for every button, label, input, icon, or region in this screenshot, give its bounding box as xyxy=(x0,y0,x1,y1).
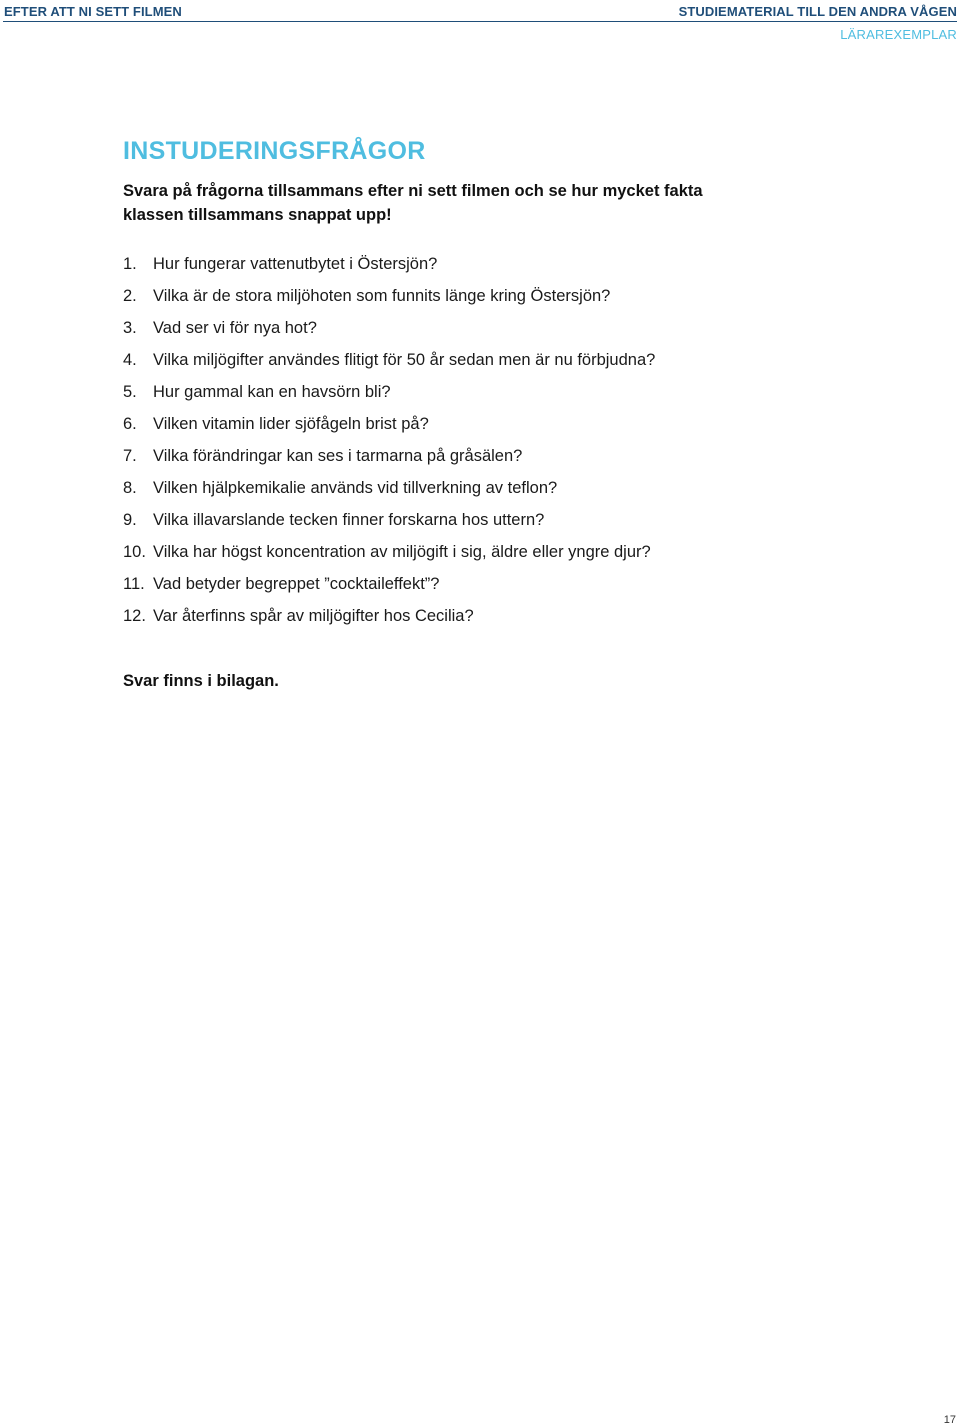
question-item xyxy=(123,476,843,508)
intro-text: Svara på frågorna tillsammans efter ni sett filmen och se hur mycket fakta klassen tillsammans snappat upp! xyxy=(123,182,703,224)
question-item xyxy=(123,284,843,316)
header-divider xyxy=(3,21,957,22)
question-text: Vilka är de stora miljöhoten som funnits länge kring Östersjön? xyxy=(153,287,611,305)
question-text: Vad betyder begreppet ”cocktaileffekt”? xyxy=(153,575,440,593)
question-text: Vad ser vi för nya hot? xyxy=(153,319,317,337)
question-number: 4. xyxy=(123,351,137,369)
running-header-right: STUDIEMATERIAL TILL DEN ANDRA VÅGEN xyxy=(678,4,957,19)
question-item xyxy=(123,508,843,540)
question-number: 7. xyxy=(123,447,137,465)
question-text: Var återfinns spår av miljögifter hos Cecilia? xyxy=(153,607,474,625)
question-item xyxy=(123,348,843,380)
question-text: Vilka illavarslande tecken finner forskarna hos uttern? xyxy=(153,511,545,529)
answer-note: Svar finns i bilagan. xyxy=(123,672,279,690)
question-item xyxy=(123,412,843,444)
question-number: 2. xyxy=(123,287,137,305)
running-header-left: EFTER ATT NI SETT FILMEN xyxy=(4,4,182,19)
question-text: Hur fungerar vattenutbytet i Östersjön? xyxy=(153,255,438,273)
question-text: Vilka miljögifter användes flitigt för 50 år sedan men är nu förbjudna? xyxy=(153,351,656,369)
question-item xyxy=(123,572,843,604)
question-number: 5. xyxy=(123,383,137,401)
question-number: 9. xyxy=(123,511,137,529)
question-item xyxy=(123,604,843,636)
question-item xyxy=(123,316,843,348)
question-text: Vilka har högst koncentration av miljögift i sig, äldre eller yngre djur? xyxy=(153,543,651,561)
question-item xyxy=(123,380,843,412)
question-number: 12. xyxy=(123,607,146,625)
question-item xyxy=(123,252,843,284)
question-item xyxy=(123,444,843,476)
question-number: 1. xyxy=(123,255,137,273)
question-text: Vilken hjälpkemikalie används vid tillverkning av teflon? xyxy=(153,479,558,497)
question-number: 10. xyxy=(123,543,146,561)
question-number: 3. xyxy=(123,319,137,337)
question-number: 6. xyxy=(123,415,137,433)
question-text: Vilken vitamin lider sjöfågeln brist på? xyxy=(153,415,429,433)
question-text: Hur gammal kan en havsörn bli? xyxy=(153,383,391,401)
page-number: 17 xyxy=(943,1414,956,1426)
question-text: Vilka förändringar kan ses i tarmarna på gråsälen? xyxy=(153,447,523,465)
edition-label: LÄRAREXEMPLAR xyxy=(840,27,957,42)
page-title: INSTUDERINGSFRÅGOR xyxy=(123,137,426,165)
question-number: 8. xyxy=(123,479,137,497)
question-item xyxy=(123,540,843,572)
question-list xyxy=(123,252,843,636)
question-number: 11. xyxy=(123,575,145,593)
